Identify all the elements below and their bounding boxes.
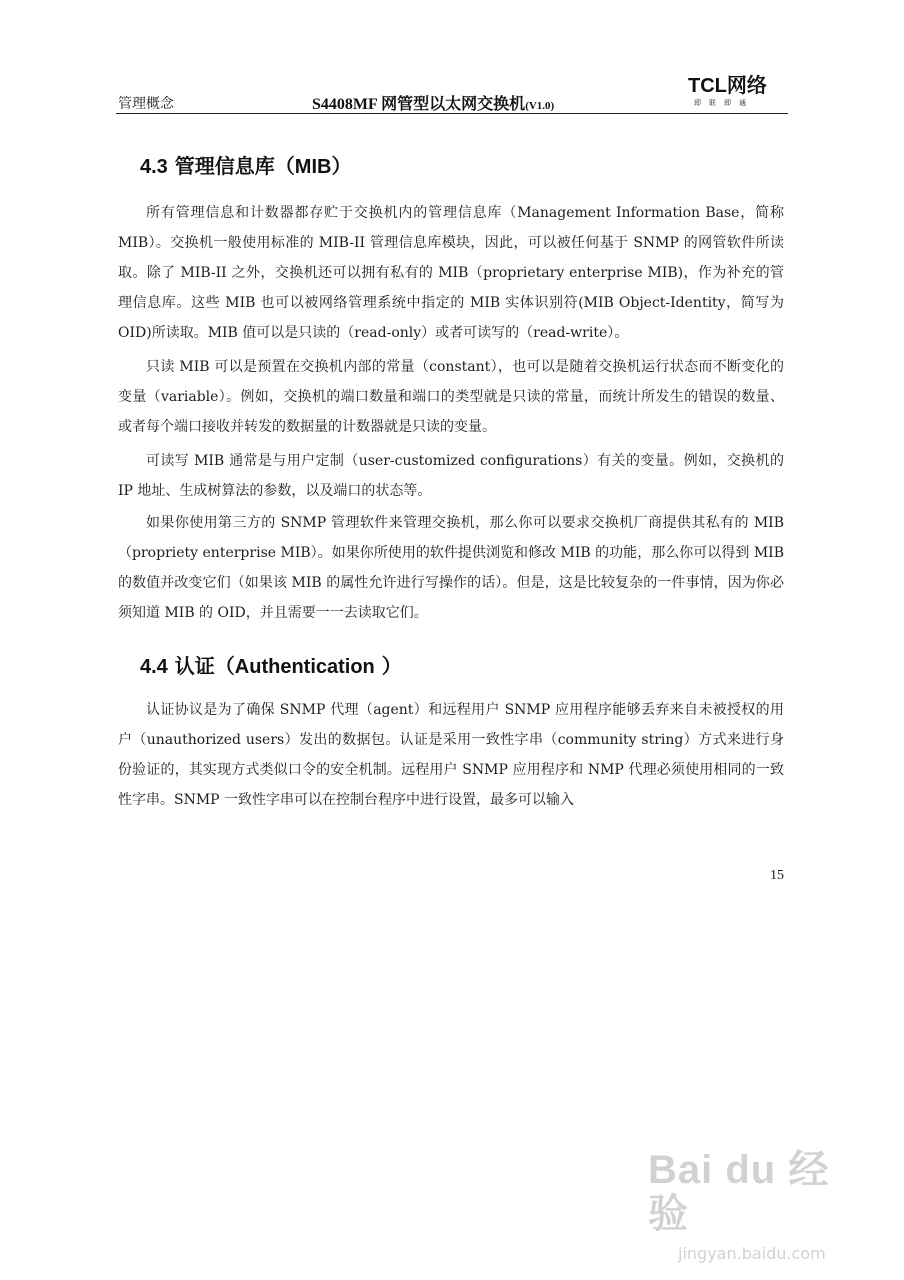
- doc-title-text: S4408MF 网管型以太网交换机: [312, 96, 526, 113]
- section-title-cn: 管理信息库（: [174, 154, 295, 178]
- paragraph: 如果你使用第三方的 SNMP 管理软件来管理交换机，那么你可以要求交换机厂商提供其私有的 MIB（propriety enterprise MIB）。如果你所使用的软件提供浏览和修改 MIB 的功能，那么你可以得到 MIB 的数值并改变它们（如果该 MIB 的属性允许进行写操作的话）。但是，这是比较复杂的一件事情，因为你必须知道 MIB 的 OID，并且需要一一去读取它们。: [118, 515, 784, 621]
- paragraph: 只读 MIB 可以是预置在交换机内部的常量（constant），也可以是随着交换机运行状态而不断变化的变量（variable）。例如，交换机的端口数量和端口的类型就是只读的常量，而统计所发生的错误的数量、或者每个端口接收并转发的数据量的计数器就是只读的变量。: [118, 359, 784, 435]
- paragraph: 认证协议是为了确保 SNMP 代理（agent）和远程用户 SNMP 应用程序能够丢弃来自未被授权的用户（unauthorized users）发出的数据包。认证是采用一致性字串（community string）方式来进行身份验证的，其实现方式类似口令的安全机制。远程用户 SNMP 应用程序和 NMP 代理必须使用相同的一致性字串。SNMP 一致性字串可以在控制台程序中进行设置，最多可以输入: [118, 702, 784, 808]
- logo-text: TCL网络: [688, 75, 767, 97]
- paragraph: 所有管理信息和计数器都存贮于交换机内的管理信息库（Management Information Base，简称 MIB）。交换机一般使用标准的 MIB-II 管理信息库模块，因此，可以被任何基于 SNMP 的网管软件所读取。除了 MIB-II 之外，交换机还可以拥有私有的 MIB（proprietary enterprise MIB)，作为补充的管理信息库。这些 MIB 也可以被网络管理系统中指定的 MIB 实体识别符(MIB Object-Identity，简写为 OID)所读取。MIB 值可以是只读的（read-only）或者可读写的（read-write）。: [118, 205, 784, 341]
- section-heading-mib: [140, 150, 351, 179]
- section-title-en: MIB: [294, 156, 332, 178]
- section-heading-authentication: [140, 650, 402, 679]
- header-section-label: 管理概念: [118, 96, 174, 112]
- watermark-url: jingyan.baidu.com: [678, 1244, 826, 1263]
- logo-tagline: 即联即通: [694, 99, 754, 107]
- page-number: 15: [770, 868, 784, 883]
- tcl-logo: [688, 76, 784, 106]
- section-title-cn: 认证（: [174, 654, 235, 678]
- header-doc-title: [312, 91, 554, 114]
- section-title-end: ）: [374, 654, 402, 678]
- baidu-watermark: [648, 1148, 858, 1263]
- doc-version: (V1.0): [525, 100, 555, 112]
- section-number: 4.3: [140, 156, 168, 178]
- paragraph: 可读写 MIB 通常是与用户定制（user-customized configurations）有关的变量。例如，交换机的 IP 地址、生成树算法的参数，以及端口的状态等。: [118, 453, 784, 499]
- section-number: 4.4: [140, 656, 168, 678]
- section-title-en: Authentication: [234, 656, 375, 678]
- watermark-brand: Bai du 经验: [648, 1148, 830, 1236]
- header-divider: [116, 113, 788, 114]
- section-title-end: ）: [331, 154, 352, 178]
